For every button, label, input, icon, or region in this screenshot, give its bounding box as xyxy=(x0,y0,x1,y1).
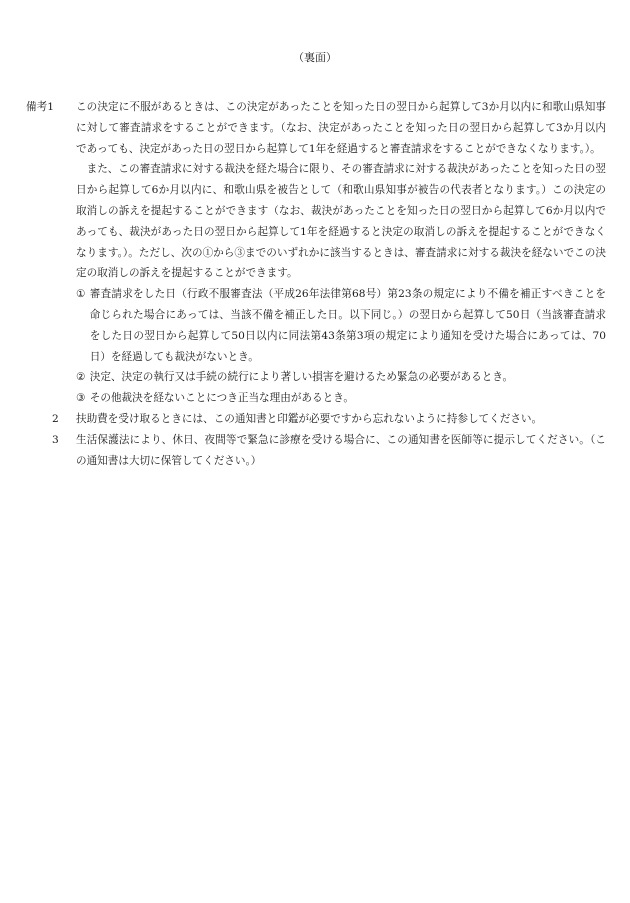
note-2 xyxy=(26,409,606,430)
item-marker: ② xyxy=(76,371,86,384)
item-text: 審査請求をした日（行政不服審査法（平成26年法律第68号）第23条の規定により不備を補正すべきことを命じられた場合にあっては、当該不備を補正した日。以下同じ。）の翌日から起算して50日（当該審査請求をした日の翌日から起算して50日以内に同法第43条第3項の規定により通知を受けた場合にあっては、70日）を経過しても裁決がないとき。 xyxy=(89,288,606,363)
item-text: 決定、決定の執行又は手続の続行により著しい損害を避けるため緊急の必要があるとき。 xyxy=(89,371,514,384)
list-item xyxy=(76,367,606,388)
page-title: （裏面） xyxy=(293,51,337,64)
item-text: その他裁決を経ないことにつき正当な理由があるとき。 xyxy=(89,392,354,405)
notes-label: 備考1 xyxy=(26,101,54,113)
note-1 xyxy=(26,97,606,409)
item-marker: ① xyxy=(76,288,86,301)
note-1-paragraph-2: また、この審査請求に対する裁決を経た場合に限り、その審査請求に対する裁決があったことを知った日の翌日から起算して6か月以内に、和歌山県を被告として（和歌山県知事が被告の代表者となります。）この決定の取消しの訴えを提起することができます（なお、裁決があったことを知った日の翌日から起算して6か月以内であっても、裁決があった日の翌日から起算して1年を経過すると決定の取消しの訴えを提起することができなくなります。）。ただし、次の①から③までのいずれかに該当するときは、審査請求に対する裁決を経ないでこの決定の取消しの訴えを提起することができます。 xyxy=(76,163,606,280)
note-number: 2 xyxy=(52,412,59,425)
item-marker: ③ xyxy=(76,392,86,405)
notes-section xyxy=(26,97,606,471)
note-number: 3 xyxy=(52,433,59,446)
note-3-text: 生活保護法により、休日、夜間等で緊急に診療を受ける場合に、この通知書を医師等に提示してください。（この通知書は大切に保管してください。） xyxy=(76,433,606,467)
list-item xyxy=(76,388,606,409)
note-3 xyxy=(26,430,606,472)
list-item xyxy=(76,284,606,367)
condition-list xyxy=(76,284,606,409)
note-1-paragraph-1: この決定に不服があるときは、この決定があったことを知った日の翌日から起算して3か月以内に和歌山県知事に対して審査請求をすることができます。（なお、決定があったことを知った日の翌日から起算して3か月以内であっても、決定があった日の翌日から起算して1年を経過すると審査請求をすることができなくなります。）。 xyxy=(76,101,606,155)
note-2-text: 扶助費を受け取るときには、この通知書と印鑑が必要ですから忘れないように持参してください。 xyxy=(76,412,543,425)
